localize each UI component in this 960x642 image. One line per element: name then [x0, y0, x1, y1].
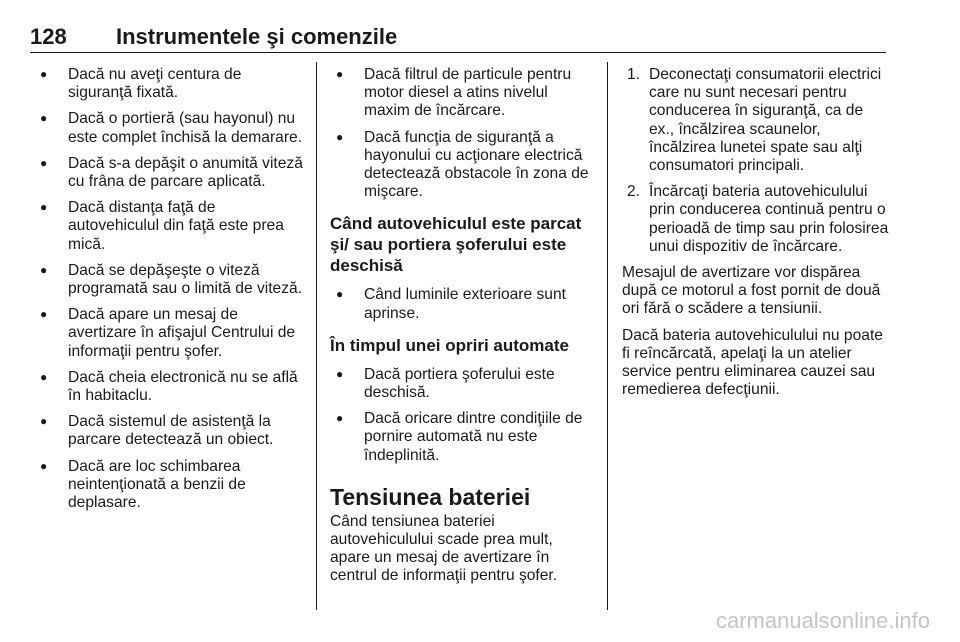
- list-item: ● Dacă cheia electronică nu se află în habitaclu.: [34, 369, 304, 405]
- column-divider-2: [607, 62, 608, 610]
- list-item: ● Dacă nu aveţi centura de siguranţă fixată.: [34, 66, 304, 102]
- battery-steps-list: [622, 66, 890, 256]
- warning-conditions-list-cont: [330, 66, 594, 201]
- section-text: Când tensiunea bateriei autovehiculului scade prea mult, apare un mesaj de avertizare în centrul de informaţii pentru şofer.: [330, 512, 558, 585]
- step-text: Încărcaţi bateria autovehiculului prin conducerea continuă pentru o perioadă de timp sau prin folosirea unui dispozitiv de încărcare.: [649, 183, 889, 255]
- page-header: [30, 24, 886, 53]
- column-2: [330, 66, 594, 594]
- page-number: 128: [30, 24, 67, 49]
- list-item: [622, 66, 890, 175]
- list-item: ● Dacă oricare dintre condiţiile de pornire automată nu este îndeplinită.: [330, 410, 594, 465]
- autostop-conditions-list: [330, 366, 594, 465]
- warning-conditions-list: [34, 66, 304, 512]
- list-item: ● Dacă are loc schimbarea neintenţionată a benzii de deplasare.: [34, 458, 304, 513]
- column-divider-1: [316, 62, 317, 610]
- list-item: ● Dacă funcţia de siguranţă a hayonului cu acţionare electrică detectează obstacole în zona de mişcare.: [330, 129, 594, 202]
- list-item: ● Dacă se depăşeşte o viteză programată sau o limită de viteză.: [34, 262, 304, 298]
- list-item: ● Dacă o portieră (sau hayonul) nu este complet închisă la demarare.: [34, 110, 304, 146]
- column-3: [622, 66, 890, 407]
- list-item: ● Dacă distanţa faţă de autovehiculul din faţă este prea mică.: [34, 199, 304, 254]
- list-item: ● Când luminile exterioare sunt aprinse.: [330, 286, 594, 322]
- watermark: carmanualsonline.info: [715, 608, 930, 633]
- parked-conditions-list: [330, 286, 594, 322]
- list-item: ● Dacă apare un mesaj de avertizare în afişajul Centrului de informaţii pentru şofer.: [34, 306, 304, 361]
- paragraph: Mesajul de avertizare vor dispărea după ce motorul a fost pornit de două ori fără o scădere a tensiunii.: [622, 264, 881, 318]
- section-title: Tensiunea bateriei: [330, 483, 531, 510]
- list-item: ● Dacă sistemul de asistenţă la parcare detectează un obiect.: [34, 413, 304, 449]
- paragraph: Dacă bateria autovehiculului nu poate fi reîncărcată, apelaţi la un atelier service pentru eliminarea cauzei sau remedierea defecţiunii.: [622, 326, 883, 399]
- heading-autostop: În timpul unei opriri automate: [330, 335, 569, 355]
- list-item: ● Dacă s-a depăşit o anumită viteză cu frâna de parcare aplicată.: [34, 155, 304, 191]
- step-text: Deconectaţi consumatorii electrici care nu sunt necesari pentru conducerea în siguranţă, ca de ex., încălzirea scaunelor, încălzirea lunetei spate sau alţi consumatori principali.: [649, 66, 882, 175]
- list-item: ● Dacă portiera şoferului este deschisă.: [330, 366, 594, 402]
- step-number: 1.: [627, 66, 641, 83]
- chapter-title: Instrumentele şi comenzile: [116, 24, 398, 49]
- step-number: 2.: [627, 183, 641, 201]
- list-item: [622, 183, 890, 256]
- list-item: ● Dacă filtrul de particule pentru motor diesel a atins nivelul maxim de încărcare.: [330, 66, 594, 121]
- heading-parked: Când autovehiculul este parcat şi/ sau portiera şoferului este deschisă: [330, 214, 582, 276]
- column-1: [34, 66, 304, 520]
